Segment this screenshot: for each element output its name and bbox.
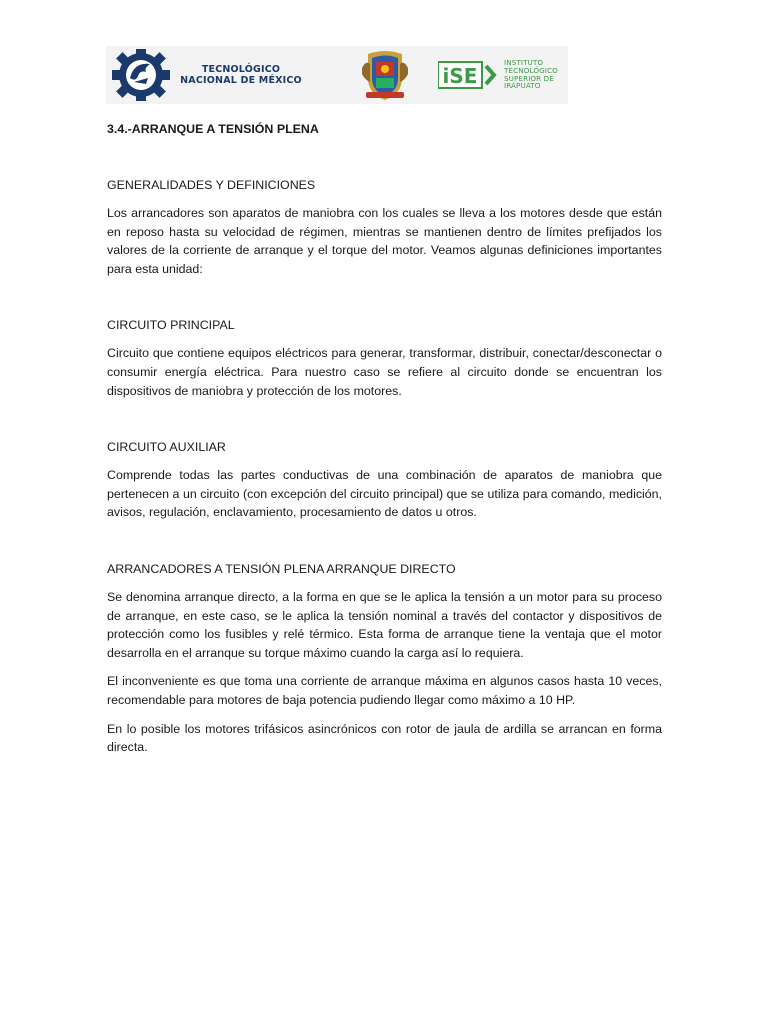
section-paragraph: Circuito que contiene equipos eléctricos para generar, transformar, distribuir, conectar/desconectar o consumir energía eléctrica. Para nuestro caso se refiere al circuito donde se encuentran los dispositivos de maniobra y protección de los motores. bbox=[107, 346, 662, 398]
crest-logo-icon bbox=[360, 48, 410, 102]
section-heading: GENERALIDADES Y DEFINICIONES bbox=[107, 178, 316, 192]
itesi-logo-icon bbox=[438, 60, 500, 90]
section-paragraph: Comprende todas las partes conductivas de una combinación de aparatos de maniobra que pertenecen a un circuito (con excepción del circuito principal) que se utiliza para comando, medición, avisos, regulación, enclavamiento, procesamiento de datos u otros. bbox=[107, 468, 662, 520]
tecnm-logo-text: TECNOLÓGICO NACIONAL DE MÉXICO bbox=[180, 64, 302, 86]
itesi-mark-text: iSE bbox=[442, 64, 478, 88]
itesi-line: IRAPUATO bbox=[504, 81, 541, 91]
itesi-line: TECNOLÓGICO bbox=[504, 65, 558, 75]
section-paragraph: Los arrancadores son aparatos de maniobra con los cuales se lleva a los motores desde que están en reposo hasta su velocidad de régimen, mientras se mantienen dentro de límites prefijados los valores de la corriente de arranque y el torque del motor. Veamos algunas definiciones importantes para esta unidad: bbox=[107, 206, 662, 276]
itesi-line: SUPERIOR DE bbox=[504, 73, 554, 83]
section-paragraph: En lo posible los motores trifásicos asincrónicos con rotor de jaula de ardilla se arrancan en forma directa. bbox=[107, 721, 662, 755]
header-logo-band bbox=[106, 46, 568, 104]
section-arranque-directo bbox=[107, 560, 662, 757]
section-generalidades bbox=[107, 176, 662, 278]
document-body bbox=[107, 120, 662, 767]
itesi-line: INSTITUTO bbox=[504, 58, 544, 67]
section-paragraph: El inconveniente es que toma una corriente de arranque máxima en algunos casos hasta 10 veces, recomendable para motores de baja potencia pudiendo llegar como máximo a 10 HP. bbox=[107, 674, 662, 707]
section-circuito-auxiliar bbox=[107, 438, 662, 522]
section-heading: CIRCUITO AUXILIAR bbox=[107, 440, 226, 455]
section-heading: ARRANCADORES A TENSIÓN PLENA ARRANQUE DIRECTO bbox=[107, 561, 456, 576]
section-heading: CIRCUITO PRINCIPAL bbox=[107, 318, 235, 333]
tecnm-logo-icon bbox=[110, 48, 172, 102]
section-circuito-principal bbox=[107, 316, 662, 400]
section-paragraph: Se denomina arranque directo, a la forma en que se le aplica la tensión a un motor para su proceso de arranque, en este caso, se le aplica la tensión nominal a través del contactor y dispositivos de protección como los fusibles y relé térmico. Esta forma de arranque tiene la ventaja que el motor desarrolla en el arranque su torque máximo cuando la carga así lo requiera. bbox=[107, 589, 662, 660]
document-title: 3.4.-ARRANQUE A TENSIÓN PLENA bbox=[107, 122, 319, 136]
itesi-logo-text bbox=[504, 59, 568, 90]
